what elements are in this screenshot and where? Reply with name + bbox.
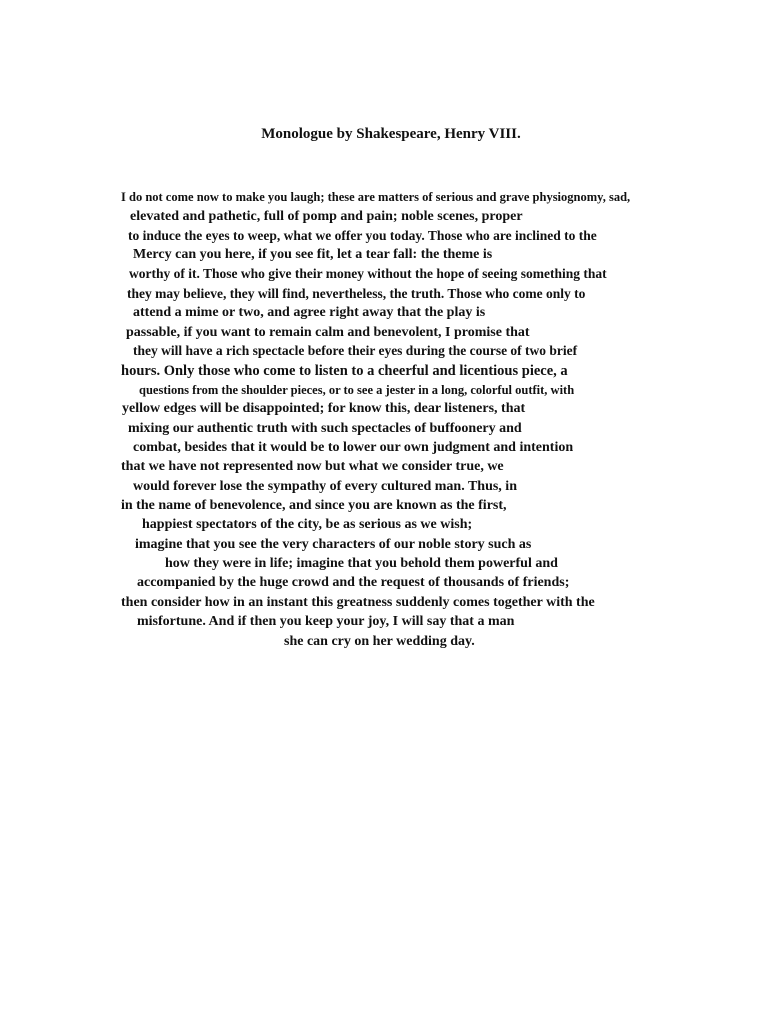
text-line: then consider how in an instant this greatness suddenly comes together with the	[121, 595, 595, 610]
text-line: I do not come now to make you laugh; these are matters of serious and grave physiognomy, sad,	[121, 190, 631, 204]
page-title: Monologue by Shakespeare, Henry VIII.	[261, 126, 521, 142]
text-line: mixing our authentic truth with such spectacles of buffoonery and	[128, 421, 522, 436]
text-line: passable, if you want to remain calm and benevolent, I promise that	[126, 325, 530, 340]
text-line: elevated and pathetic, full of pomp and pain; noble scenes, proper	[130, 209, 523, 224]
text-line: misfortune. And if then you keep your joy, I will say that a man	[137, 614, 515, 629]
text-line: that we have not represented now but what we consider true, we	[121, 459, 504, 474]
text-line: combat, besides that it would be to lower our own judgment and intention	[133, 440, 574, 455]
text-line: they may believe, they will find, nevertheless, the truth. Those who come only to	[127, 286, 586, 301]
text-line: she can cry on her wedding day.	[284, 634, 475, 649]
text-line: questions from the shoulder pieces, or to see a jester in a long, colorful outfit, with	[139, 383, 575, 397]
text-line: they will have a rich spectacle before their eyes during the course of two brief	[133, 343, 578, 358]
text-line: Mercy can you here, if you see fit, let a tear fall: the theme is	[133, 247, 493, 262]
text-line: how they were in life; imagine that you behold them powerful and	[165, 556, 558, 571]
text-line: in the name of benevolence, and since you are known as the first,	[121, 498, 507, 513]
text-line: yellow edges will be disappointed; for know this, dear listeners, that	[122, 401, 526, 416]
text-line: to induce the eyes to weep, what we offer you today. Those who are inclined to the	[128, 228, 597, 243]
text-line: happiest spectators of the city, be as serious as we wish;	[142, 517, 473, 532]
text-line: would forever lose the sympathy of every cultured man. Thus, in	[133, 479, 517, 494]
text-line: attend a mime or two, and agree right away that the play is	[133, 305, 486, 320]
text-line: worthy of it. Those who give their money without the hope of seeing something that	[129, 266, 607, 281]
text-line: hours. Only those who come to listen to a cheerful and licentious piece, a	[121, 363, 568, 379]
text-line: accompanied by the huge crowd and the request of thousands of friends;	[137, 575, 570, 590]
text-line: imagine that you see the very characters of our noble story such as	[135, 537, 532, 552]
